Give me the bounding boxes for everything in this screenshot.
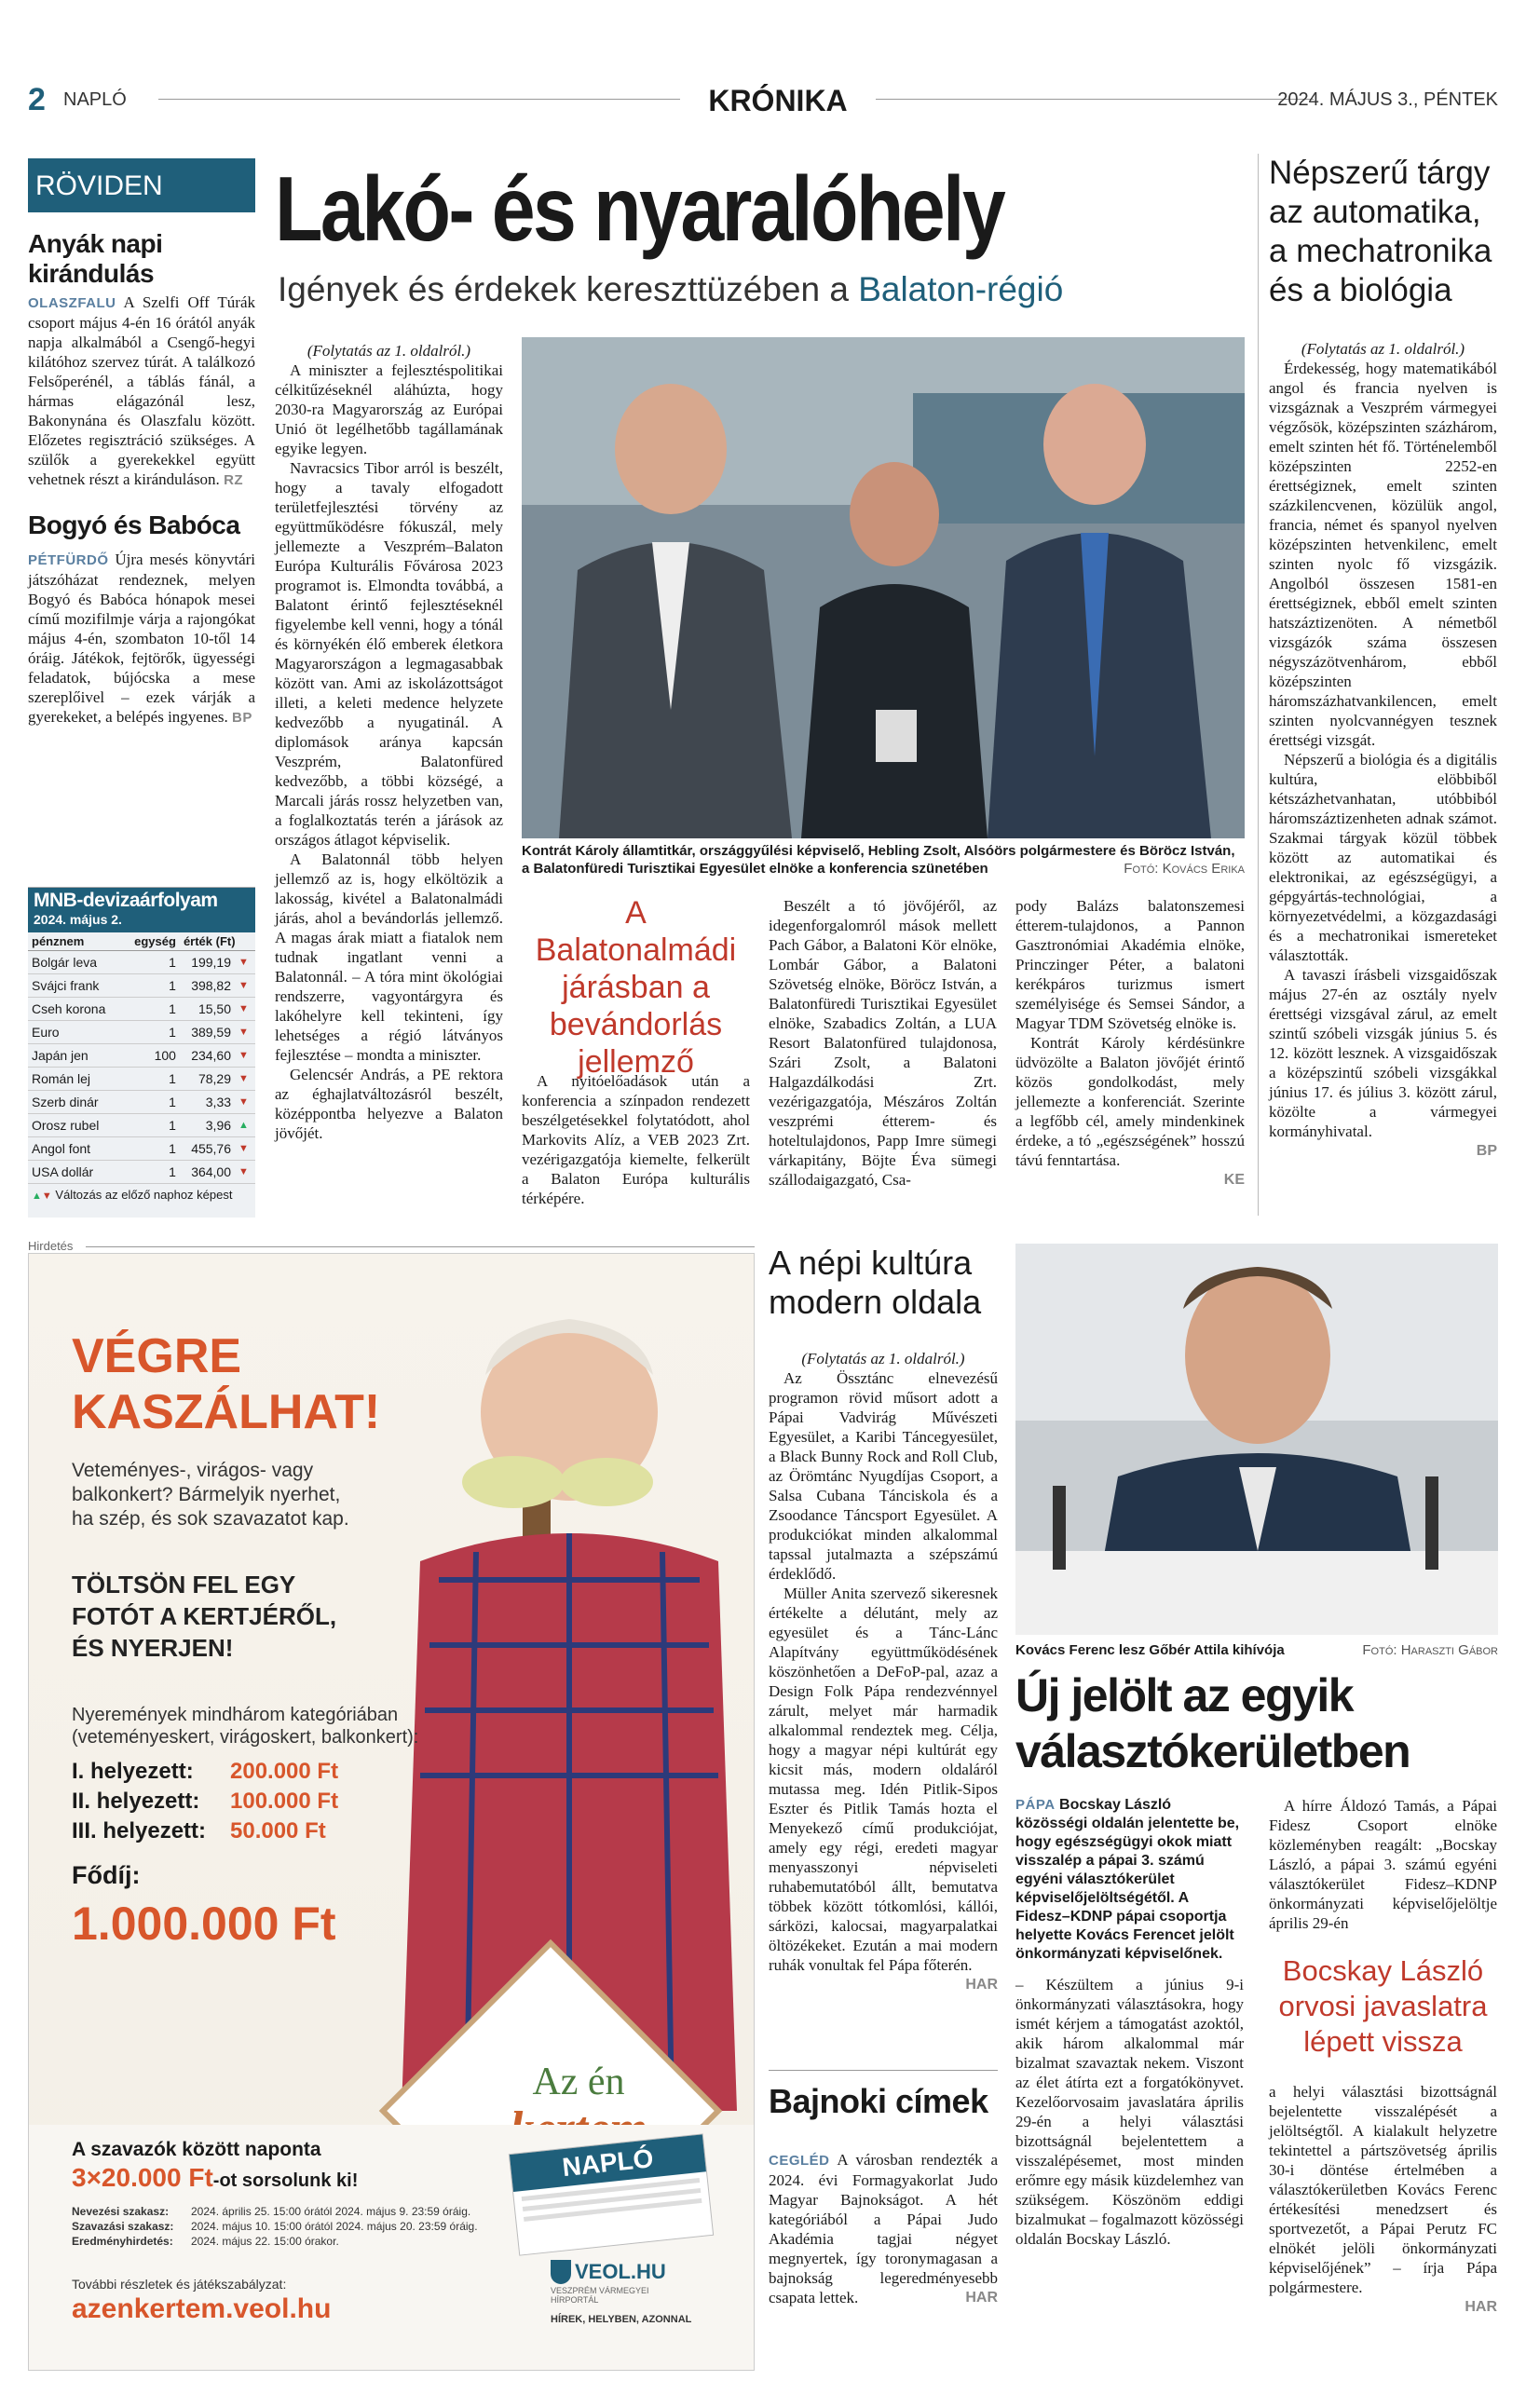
mnb-col-value: érték (Ft) <box>180 932 255 951</box>
uj-jelolt-col-1 <box>1015 1796 1244 2249</box>
uj-jelolt-headline: Új jelölt az egyik választókerületben <box>1015 1669 1410 1777</box>
phase-label: Szavazási szakasz: <box>72 2220 174 2233</box>
roviden-column <box>28 158 255 728</box>
main-subtitle <box>278 270 1063 309</box>
currency-unit: 1 <box>123 1068 180 1091</box>
bajnoki-body <box>769 2150 998 2307</box>
down-triangle-icon: ▼ <box>235 974 255 998</box>
currency-value: 78,29 <box>180 1068 235 1091</box>
prize-value: 50.000 Ft <box>230 1818 326 1843</box>
roviden-kicker: PÉTFÜRDŐ <box>28 552 109 568</box>
ad-url[interactable]: azenkertem.veol.hu <box>72 2293 332 2324</box>
article-paragraph: A tavaszi írásbeli vizsgaidőszak május 27-én az osztály nyelv érettségi vizsgával zárul, az emelt szintű szóbeli vizsgák június 5. és 12. között lesznek. A vizsgaidőszak a középszintű szóbeli vizsgákkal június 17. és július 3. között zárul, közölte a vármegyei kormányhivatal. <box>1269 966 1497 1140</box>
currency-value: 15,50 <box>180 998 235 1021</box>
roviden-body: Újra mesés könyvtári játszóházat rendeznek, melyen Bogyó és Babóca hónapok mesei című mozifilmje várja a rajongókat május 4-én, szombaton 10-től 14 óráig. Játékok, fejtörők, ügyességi feladatok, bújócska a mese szereplőivel – ezek várják a gyerekeket, a belépés ingyenes. <box>28 551 256 726</box>
header-rule <box>158 99 680 100</box>
main-headline: Lakó- és nyaralóhely <box>275 157 1004 260</box>
roviden-item-title: Bogyó és Babóca <box>28 510 240 539</box>
down-triangle-icon: ▼ <box>235 951 255 974</box>
ad-phases <box>72 2204 478 2249</box>
prize-label: I. helyezett: <box>72 1759 194 1784</box>
article-kicker: PÁPA <box>1015 1797 1056 1813</box>
phase-value: 2024. május 22. 15:00 órakor. <box>191 2235 339 2248</box>
up-triangle-icon: ▲ <box>235 1114 255 1137</box>
ad-phase-row <box>72 2234 478 2249</box>
newspaper-mock <box>509 2133 714 2255</box>
down-triangle-icon: ▼ <box>235 1044 255 1068</box>
article-lead: (Folytatás az 1. oldalról.) <box>307 342 471 360</box>
article-signature: HAR <box>1465 2299 1497 2315</box>
currency-name: Angol font <box>28 1137 123 1161</box>
right-body <box>1269 339 1497 1161</box>
prize-row <box>72 1757 338 1787</box>
veol-logo <box>551 2260 737 2325</box>
down-triangle-icon: ▼ <box>235 998 255 1021</box>
portrait-photo-icon <box>1015 1244 1498 1635</box>
currency-name: Euro <box>28 1021 123 1044</box>
mnb-row <box>28 1114 255 1137</box>
ad-more-info: További részletek és játékszabályzat: <box>72 2277 287 2292</box>
mnb-header-row <box>28 932 255 951</box>
nepi-body <box>769 1349 998 1994</box>
currency-value: 455,76 <box>180 1137 235 1161</box>
mnb-row <box>28 1021 255 1044</box>
mnb-date: 2024. május 2. <box>34 912 122 927</box>
page-header <box>28 82 1498 119</box>
phase-value: 2024. május 10. 15:00 órától 2024. május 20. 23:59 óráig. <box>191 2220 478 2233</box>
mnb-col-currency: pénznem <box>28 932 123 951</box>
article-paragraph: Az Össztánc elnevezésű programon rövid műsort adott a Pápai Vadvirág Művészeti Egyesület, a Karibi Táncegyesület, a Black Bunny Rock and Roll Club, az Örömtánc Nyugdíjas Csoport, a Salsa Cubana Tánciskola és a Zsoodance Táncsport Egyesület. A produkciókat minden alkalommal tapssal jutalmazta a szépszámú érdeklődő. <box>769 1369 998 1583</box>
article-paragraph: A Balatonnál több helyen jellemző az is, hogy elköltözik a lakosság, kivétel a Balatonalmádi járás, ahol a bevándorlás jellemző. A magas árak miatt a fiatalok nem tudnak ingatlant venni a Balatonnál. – A tóra mint ökológiai rendszerre, vagyontárgyra és lakóhelyre kell tekinteni, így lehetséges a régió látványos fejlesztése – mondta a miniszter. <box>275 850 503 1064</box>
subtitle-highlight: Balaton-régió <box>858 270 1064 308</box>
pull-quote: A Balatonalmádi járásban a bevándorlás jellemző <box>535 895 737 1080</box>
uj-jelolt-col-2 <box>1269 1796 1497 2317</box>
mnb-row <box>28 1091 255 1114</box>
paper-name: NAPLÓ <box>63 89 127 110</box>
currency-value: 3,96 <box>180 1114 235 1137</box>
ad-phase-row <box>72 2219 478 2234</box>
pull-quote: Bocskay László orvosi javaslatra lépett vissza <box>1278 1954 1488 2058</box>
section-title: KRÓNIKA <box>708 84 848 117</box>
article-paragraph: A nyitóelőadások után a konferencia a színpadon rendezett beszélgetésekkel folytatódott, ahol Markovits Alíz, a VEB 2023 Zrt. vezérigazgatója kiemelte, felkerült a Balaton Európa kulturális térképére. <box>522 1072 750 1207</box>
currency-unit: 1 <box>123 1021 180 1044</box>
candidate-photo <box>1015 1244 1498 1635</box>
article-paragraph: a helyi választási bizottságnál bejelentette visszalépését a jelöltségtől. A kialakult helyzetre tekintettel a pártszövetség április 30-i döntése értelmében a választókerületben Kovács Ferenc értékesítési menedzsert és sportvezetőt, a Pápai Perutz FC elnökét jelöli önkormányzati képviselőjének” – írja Pápa polgármestere. <box>1269 2083 1497 2296</box>
currency-name: USA dollár <box>28 1161 123 1184</box>
currency-value: 199,19 <box>180 951 235 974</box>
main-col-2 <box>522 1071 750 1208</box>
down-triangle-icon: ▼ <box>235 1091 255 1114</box>
currency-name: Román lej <box>28 1068 123 1091</box>
article-paragraph: pody Balázs balatonszemesi étterem-tulajdonos, a Pannon Gasztronómiai Akadémia elnöke, Princzinger Péter, a balatoni kerékpáros turizmus ismert személyisége és Semsei Sándor, a Magyar TDM Szövetség elnöke is. <box>1015 897 1245 1032</box>
photo-caption <box>1015 1641 1498 1659</box>
currency-name: Bolgár leva <box>28 951 123 974</box>
page-number: 2 <box>28 82 46 117</box>
currency-unit: 1 <box>123 998 180 1021</box>
ad-daily-line1: A szavazók között naponta <box>72 2139 321 2160</box>
veol-slogan: HÍREK, HELYBEN, AZONNAL <box>551 2314 692 2325</box>
down-triangle-icon: ▼ <box>235 1068 255 1091</box>
mnb-rows <box>28 951 255 1184</box>
mnb-legend-text: Változás az előző naphoz képest <box>55 1188 233 1202</box>
roviden-item-title: Anyák napi kirándulás <box>28 229 163 288</box>
down-triangle-icon: ▼ <box>41 1190 52 1202</box>
article-lead: (Folytatás az 1. oldalról.) <box>1301 340 1465 358</box>
roviden-item-text <box>28 550 255 728</box>
currency-unit: 1 <box>123 1114 180 1137</box>
prize-row <box>72 1787 338 1816</box>
ad-box <box>28 1253 755 2371</box>
article-signature: KE <box>1223 1172 1245 1188</box>
currency-value: 364,00 <box>180 1161 235 1184</box>
mnb-table <box>28 932 255 1184</box>
article-paragraph: Kontrát Károly kérdésünkre üdvözölte a Balaton jövőjét érintő közös gondolkodást, mely jellemezte a konferenciát. Szerinte a legfőbb cél, amely mindenkinek érdeke, a tó „egészségének” hosszú távú fenntartása. <box>1015 1034 1245 1169</box>
section-divider <box>769 2070 998 2071</box>
mnb-row <box>28 1068 255 1091</box>
roviden-item-text <box>28 292 255 490</box>
article-paragraph: Navracsics Tibor arról is beszélt, hogy a tavaly elfogadott területfejlesztési törvény az együttműködésre fókuszál, mely jellemezte a Veszprém–Balaton Európa Kulturális Fővárosa 2023 programot is. Elmondta továbbá, a Balatont érintő fejlesztéseknél figyelembe kell venni, hogy a tónál és környékén élő emberek életkora Magyarországon a legmagasabbak között van. Ami az iskolázottságot illeti, a keleti medence helyzete kedvezőbb a nyugatinál. A diplomások aránya kapcsán Veszprém, Balatonfüred kedvezőbb, a többi községé, a Marcali járás rossz helyzetben van, a foglalkoztatás terén a járások az országos átlagot képviselik. <box>275 459 503 849</box>
header-rule <box>876 99 1314 100</box>
right-divider <box>1258 154 1259 1216</box>
ad-label: Hirdetés <box>28 1239 74 1253</box>
phase-label: Nevezési szakasz: <box>72 2205 170 2218</box>
ad-daily-amount: 3×20.000 Ft <box>72 2163 213 2192</box>
mnb-row <box>28 974 255 998</box>
ad-prize-list <box>72 1757 338 1846</box>
currency-unit: 100 <box>123 1044 180 1068</box>
phase-label: Eredményhirdetés: <box>72 2235 173 2248</box>
currency-value: 389,59 <box>180 1021 235 1044</box>
ad-main-prize-label: Fődíj: <box>72 1861 141 1889</box>
currency-name: Szerb dinár <box>28 1091 123 1114</box>
currency-name: Cseh korona <box>28 998 123 1021</box>
prize-value: 200.000 Ft <box>230 1759 339 1784</box>
main-col-3 <box>769 896 997 1190</box>
ad-main-prize-value: 1.000.000 Ft <box>72 1898 336 1950</box>
article-lead: (Folytatás az 1. oldalról.) <box>801 1350 965 1367</box>
roviden-sig: BP <box>232 710 252 726</box>
article-paragraph: Érdekesség, hogy matematikából angol és francia nyelven is vizsgáznak a Veszprém vármegyei végzősök, középszinten százhárom, emelt szinten hét fő. Történelemből középszinten 2252-en érettségiznek, emelt szinten százkilencvenen, közülük angol, francia, német és spanyol nyelven középszinten hetvenkilenc, emelt szinten nyolc fő vizsgázik. Angolból összesen 1581-en érettségiznek, ebből emelt szinten hatszáztizenöten. A németből vizsgázók száma összesen négyszázötvenhárom, ebből középszinten háromszázhatvankilencen, emelt szinten nyolcvannégyen tesznek érettségi vizsgát. <box>1269 360 1497 749</box>
ad-cta: TÖLTSÖN FEL EGY FOTÓT A KERTJÉRŐL, ÉS NYERJEN! <box>72 1571 337 1662</box>
article-paragraph: A miniszter a fejlesztéspolitikai célkitűzéseknél aláhúzta, hogy 2030-ra Magyarország az Európai Unió öt legélhetőbb tagállamának egyike legyen. <box>275 361 503 457</box>
article-paragraph: Müller Anita szervező sikeresnek értékelte a délutánt, mely az egyesület és a Tánc-Lánc Alapítvány együttműködésének köszönhetően a DeFoP-pal, azaz a Design Folk Pápa rendezvénnyel zárult, melyet már harmadik alkalommal rendeztek meg. Célja, hogy a magyar népi kultúrát egy kicsit más, modern oldaláról mutassa meg. Idén Pitlik-Sipos Eszter és Pitlik Tamás hozta el Menyekező című produkciójat, amely egy régi, eredeti magyar menyasszonyi népviseleti ruhabemutatóból állt, bemutatva többek között tótkomlósi, kállói, sárközi, kalocsai, magyarpalatkai öltözékeket. Ezután a mai modern ruhák vonultak fel Pápa főterén. <box>769 1585 998 1974</box>
mnb-row <box>28 1044 255 1068</box>
photo-credit: Fotó: Kovács Erika <box>1124 861 1245 877</box>
article-signature: HAR <box>965 1977 998 1993</box>
uj-jelolt-lead <box>1015 1796 1244 1964</box>
roviden-body: A Szelfi Off Túrák csoport május 4-én 16 órától anyák napja alkalmából a Csengő-hegyi kilátóhoz szervez túrát. A találkozó Felsőperénél, a táblás fánál, a hármas elágazónál lesz, Bakonynána és Olaszfalu között. Előzetes regisztráció szükséges. A szülők a gyerekekkel együtt vehetnek részt a kiránduláson. <box>28 293 255 488</box>
article-kicker: CEGLÉD <box>769 2153 830 2169</box>
prize-label: III. helyezett: <box>72 1818 207 1843</box>
ad-prizes-intro: Nyeremények mindhárom kategóriában (veteményeskert, virágoskert, balkonkert): <box>72 1705 419 1748</box>
photo-credit: Fotó: Haraszti Gábor <box>1362 1642 1498 1658</box>
mnb-row <box>28 951 255 974</box>
currency-unit: 1 <box>123 1137 180 1161</box>
mnb-box <box>28 887 255 1218</box>
nepi-headline: A népi kultúra modern oldala <box>769 1244 982 1321</box>
ad-rule <box>86 1246 755 1247</box>
currency-name: Japán jen <box>28 1044 123 1068</box>
ad-headline: VÉGRE KASZÁLHAT! <box>72 1329 381 1439</box>
currency-unit: 1 <box>123 951 180 974</box>
mnb-title-bar <box>28 888 255 932</box>
currency-unit: 1 <box>123 1161 180 1184</box>
roviden-label: RÖVIDEN <box>28 158 255 212</box>
photo-caption <box>522 842 1245 877</box>
roviden-kicker: OLASZFALU <box>28 295 116 311</box>
currency-name: Orosz rubel <box>28 1114 123 1137</box>
article-text: A városban rendezték a 2024. évi Formagyakorlat Judo Magyar Bajnokságot. A hét kategóriából a Pápai Judo Akadémia tagjai négyet megnyertek, így toronymagasan a bajnokság legeredményesebb csapata lettek. <box>769 2151 998 2306</box>
people-photo-icon <box>522 337 1245 838</box>
currency-unit: 1 <box>123 974 180 998</box>
mnb-row <box>28 1161 255 1184</box>
header-date: 2024. MÁJUS 3., PÉNTEK <box>1277 89 1498 110</box>
article-signature: BP <box>1476 1143 1497 1159</box>
veol-name: VEOL.HU <box>575 2260 666 2283</box>
ad-phase-row <box>72 2204 478 2219</box>
mnb-row <box>28 1137 255 1161</box>
currency-value: 3,33 <box>180 1091 235 1114</box>
article-signature: HAR <box>965 2290 998 2306</box>
ad-sign-top: Az én <box>532 2061 625 2103</box>
newspaper-mock-title: NAPLÓ <box>510 2134 706 2192</box>
prize-row <box>72 1816 338 1846</box>
phase-value: 2024. április 25. 15:00 órától 2024. május 9. 23:59 óráig. <box>191 2205 471 2218</box>
ad-line1: Veteményes-, virágos- vagy balkonkert? Bármelyik nyerhet, ha szép, és sok szavazatot kap. <box>72 1460 349 1530</box>
currency-value: 234,60 <box>180 1044 235 1068</box>
bajnoki-headline: Bajnoki címek <box>769 2082 988 2120</box>
down-triangle-icon: ▼ <box>235 1137 255 1161</box>
article-paragraph: – Készültem a június 9-i önkormányzati választásokra, hogy ismét kérjem a támogatást azoktól, akik három alkalommal már bizalmat szavaztak nekem. Viszont az élet átírta ezt a forgatókönyvet. Kezelőorvosaim javaslatára április 29-én a helyi választási bizottságnál bejelentettem a visszalépésemet, most minden erőmre egy másik küzdelemhez van szükségem. Köszönöm eddigi bizalmukat – fogalmazott közösségi oldalán Bocskay László. <box>1015 1976 1245 2248</box>
down-triangle-icon: ▼ <box>235 1021 255 1044</box>
caption-text: Kovács Ferenc lesz Gőbér Attila kihívója <box>1015 1642 1285 1658</box>
lead-text: Bocskay László közösségi oldalán jelentette be, hogy egészségügyi okok miatt visszalép a pápai 3. számú egyéni választókerület képviselőjelöltségétől. A Fidesz–KDNP pápai csoportja helyette Kovács Ferencet jelölt önkormányzati képviselőnek. <box>1015 1797 1240 1962</box>
ad-daily <box>72 2163 358 2193</box>
currency-value: 398,82 <box>180 974 235 998</box>
up-triangle-icon: ▲ <box>32 1190 42 1202</box>
roviden-sig: RZ <box>224 472 244 488</box>
subtitle-text: Igények és érdekek kereszttüzében a <box>278 270 859 308</box>
down-triangle-icon: ▼ <box>235 1161 255 1184</box>
article-paragraph: Gelencsér András, a PE rektora az éghajlatváltozásról beszélt, középpontba helyezve a Balaton jövőjét. <box>275 1066 503 1142</box>
mnb-legend <box>28 1184 255 1205</box>
veol-sub: VESZPRÉM VÁRMEGYEI HÍRPORTÁL <box>551 2286 649 2305</box>
main-col-1 <box>275 341 503 1143</box>
mnb-row <box>28 998 255 1021</box>
currency-name: Svájci frank <box>28 974 123 998</box>
right-headline: Népszerű tárgy az automatika, a mechatronika és a biológia <box>1269 155 1492 308</box>
article-paragraph: Beszélt a tó jövőjéről, az idegenforgalomról mások mellett Pach Gábor, a Balatoni Kör elnöke, Lombár Gábor, a Balatoni Szövetség elnöke, Böröcz István, a Balatonfüredi Turisztikai Egyesület elnöke, Szabadics Zoltán, a LUA Resort Balatonfüred tulajdonosa, Szári Zsolt, a Balatoni Halgazdálkodási Zrt. vezérigazgatója, Mészáros Zoltán veszprémi étterem- és hoteltulajdonos, Papp Imre sümegi várkapitány, Böjte Éva sümegi szállodaigazgató, Csa- <box>769 897 997 1189</box>
caption-text: Kontrát Károly államtitkár, országgyűlési képviselő, Hebling Zsolt, Alsóörs polgármestere és Böröcz István, a Balatonfüredi Turisztikai Egyesület elnöke a konferencia szünetében <box>522 843 1235 877</box>
shield-icon <box>551 2260 571 2284</box>
main-col-4 <box>1015 896 1245 1190</box>
prize-value: 100.000 Ft <box>230 1789 339 1814</box>
conference-photo <box>522 337 1245 838</box>
ad-daily-line2: -ot sorsolunk ki! <box>212 2170 359 2191</box>
mnb-col-unit: egység <box>123 932 180 951</box>
prize-label: II. helyezett: <box>72 1789 200 1814</box>
mnb-title: MNB-devizaárfolyam <box>34 890 218 911</box>
currency-unit: 1 <box>123 1091 180 1114</box>
article-paragraph: A hírre Áldozó Tamás, a Pápai Fidesz Csoport elnöke közleményben reagált: „Bocskay László, a pápai 3. számú egyéni választókerület Fidesz–KDNP önkormányzati képviselőjelöltje április 29-én <box>1269 1797 1497 1932</box>
article-paragraph: Népszerű a biológia és a digitális kultúra, elöbbiből kétszázhetvanhatan, utóbbiból háromszáztizenheten adnak számot. Szakmai tárgyak közül többek között az automatikai és elektronikai, az egészségügyi, a gépgyártás-technológiai, a környezetvédelmi, a közgazdasági és a mechatronikai ismereteket választották. <box>1269 751 1497 964</box>
